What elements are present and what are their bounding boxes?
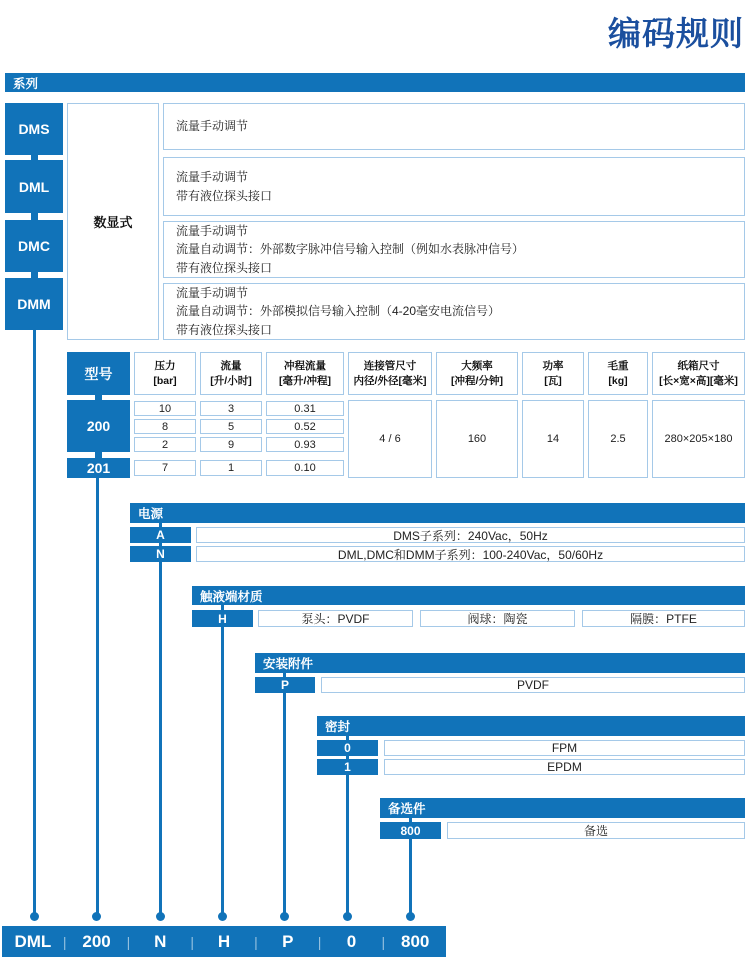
code-segment-material: H — [217, 931, 231, 951]
connector-dot — [156, 912, 165, 921]
table-cell: 2 — [134, 437, 196, 452]
col-header-weight — [588, 352, 648, 395]
series-section-header: 系列 — [5, 73, 745, 92]
power-value-a: DMS子系列：240Vac，50Hz — [196, 527, 745, 543]
power-code-n: N — [130, 546, 191, 562]
connector-dot — [92, 912, 101, 921]
col-header-tube-size — [348, 352, 432, 395]
col-unit: [升/小时] — [210, 374, 252, 387]
table-cell: 3 — [200, 401, 262, 416]
example-code-bar — [2, 926, 446, 957]
wetted-code-h: H — [192, 610, 253, 627]
table-cell: 1 — [200, 460, 262, 476]
col-unit: 内径/外径[毫米] — [353, 374, 427, 387]
series-code-line — [33, 330, 36, 917]
model-table-corner: 型号 — [67, 352, 130, 395]
code-separator: | — [62, 933, 67, 950]
shared-cell-frequency: 160 — [436, 400, 518, 478]
code-separator: | — [317, 933, 322, 950]
col-header-pressure — [134, 352, 196, 395]
code-segment-power: N — [154, 931, 167, 951]
wetted-section-header: 触液端材质 — [192, 586, 745, 605]
table-cell: 0.93 — [266, 437, 344, 452]
model-code-line — [96, 478, 99, 917]
model-code-201: 201 — [67, 458, 130, 478]
desc-line: 带有液位探头接口 — [176, 188, 273, 203]
mounting-section-header: 安装附件 — [255, 653, 745, 673]
shared-cell-tube-size: 4 / 6 — [348, 400, 432, 478]
series-desc-dml — [163, 157, 745, 216]
power-value-n: DML,DMC和DMM子系列：100-240Vac，50/60Hz — [196, 546, 745, 562]
col-unit: [瓦] — [544, 374, 562, 387]
options-code-800: 800 — [380, 822, 441, 839]
series-group-label: 数显式 — [67, 103, 159, 340]
wetted-code-line — [221, 605, 224, 917]
code-separator: | — [190, 933, 194, 950]
table-cell: 7 — [134, 460, 196, 476]
series-code-dms: DMS — [5, 103, 63, 155]
shared-cell-weight: 2.5 — [588, 400, 648, 478]
col-header-frequency — [436, 352, 518, 395]
table-cell: 10 — [134, 401, 196, 416]
table-cell: 8 — [134, 419, 196, 434]
col-name: 大频率 — [461, 360, 493, 373]
col-header-stroke-volume — [266, 352, 344, 395]
desc-line: 流量手动调节 — [176, 170, 249, 184]
wetted-value-pump-head: 泵头：PVDF — [258, 610, 413, 627]
code-separator: | — [254, 933, 258, 950]
table-cell: 0.31 — [266, 401, 344, 416]
col-name: 纸箱尺寸 — [677, 360, 720, 373]
table-cell: 0.10 — [266, 460, 344, 476]
col-name: 冲程流量 — [284, 360, 326, 373]
col-header-power — [522, 352, 584, 395]
desc-line: 带有液位探头接口 — [176, 322, 273, 337]
code-segment-seal: 0 — [346, 931, 357, 951]
code-segment-series: DML — [14, 931, 52, 951]
series-desc-dmc — [163, 221, 745, 278]
seal-value-epdm: EPDM — [384, 759, 745, 775]
options-section-header: 备选件 — [380, 798, 745, 818]
seal-code-0: 0 — [317, 740, 378, 756]
connector-dot — [406, 912, 415, 921]
mounting-code-line — [283, 673, 286, 917]
col-unit: [kg] — [608, 374, 628, 387]
power-section-header: 电源 — [130, 503, 745, 523]
col-name: 连接管尺寸 — [363, 360, 417, 373]
seal-section-header: 密封 — [317, 716, 745, 736]
options-value: 备选 — [447, 822, 745, 839]
seal-value-fpm: FPM — [384, 740, 745, 756]
code-segment-option: 800 — [400, 931, 430, 951]
connector-dot — [30, 912, 39, 921]
model-code-200: 200 — [67, 400, 130, 452]
connector-dot — [343, 912, 352, 921]
desc-line: 流量手动调节 — [176, 119, 249, 134]
wetted-value-diaphragm: 隔膜：PTFE — [582, 610, 745, 627]
table-cell: 0.52 — [266, 419, 344, 434]
mounting-code-p: P — [255, 677, 315, 693]
col-unit: [毫升/冲程] — [279, 374, 331, 387]
col-header-flow — [200, 352, 262, 395]
series-desc-dmm — [163, 283, 745, 340]
desc-line: 带有液位探头接口 — [176, 260, 273, 275]
series-connector-tick — [31, 213, 38, 220]
series-code-dmm: DMM — [5, 278, 63, 330]
col-name: 压力 — [154, 360, 176, 373]
seal-code-1: 1 — [317, 759, 378, 775]
power-code-a: A — [130, 527, 191, 543]
col-unit: [bar] — [153, 374, 177, 387]
col-header-carton-size — [652, 352, 745, 395]
col-unit: [长×宽×高][毫米] — [659, 374, 738, 387]
code-separator: | — [381, 933, 386, 950]
power-code-line — [159, 523, 162, 917]
col-name: 流量 — [220, 360, 242, 373]
code-segment-mounting: P — [282, 931, 294, 951]
shared-cell-carton-size: 280×205×180 — [652, 400, 745, 478]
table-cell: 9 — [200, 437, 262, 452]
desc-line: 流量手动调节 — [176, 285, 249, 300]
connector-dot — [280, 912, 289, 921]
series-desc-dms — [163, 103, 745, 150]
series-code-dml: DML — [5, 160, 63, 213]
desc-line: 流量手动调节 — [176, 223, 249, 238]
col-unit: [冲程/分钟] — [451, 374, 503, 387]
wetted-value-valve-ball: 阀球：陶瓷 — [420, 610, 575, 627]
code-separator: | — [126, 933, 131, 950]
mounting-value: PVDF — [321, 677, 745, 693]
connector-dot — [218, 912, 227, 921]
col-name: 功率 — [542, 360, 564, 373]
page-title: 编码规则 — [608, 15, 744, 52]
desc-line: 流量自动调节：外部数字脉冲信号输入控制（例如水表脉冲信号） — [176, 242, 525, 257]
col-name: 毛重 — [607, 360, 629, 373]
series-code-dmc: DMC — [5, 220, 63, 272]
code-segment-model: 200 — [82, 931, 111, 951]
shared-cell-power: 14 — [522, 400, 584, 478]
desc-line: 流量自动调节：外部模拟信号输入控制（4-20毫安电流信号） — [176, 304, 501, 319]
table-cell: 5 — [200, 419, 262, 434]
